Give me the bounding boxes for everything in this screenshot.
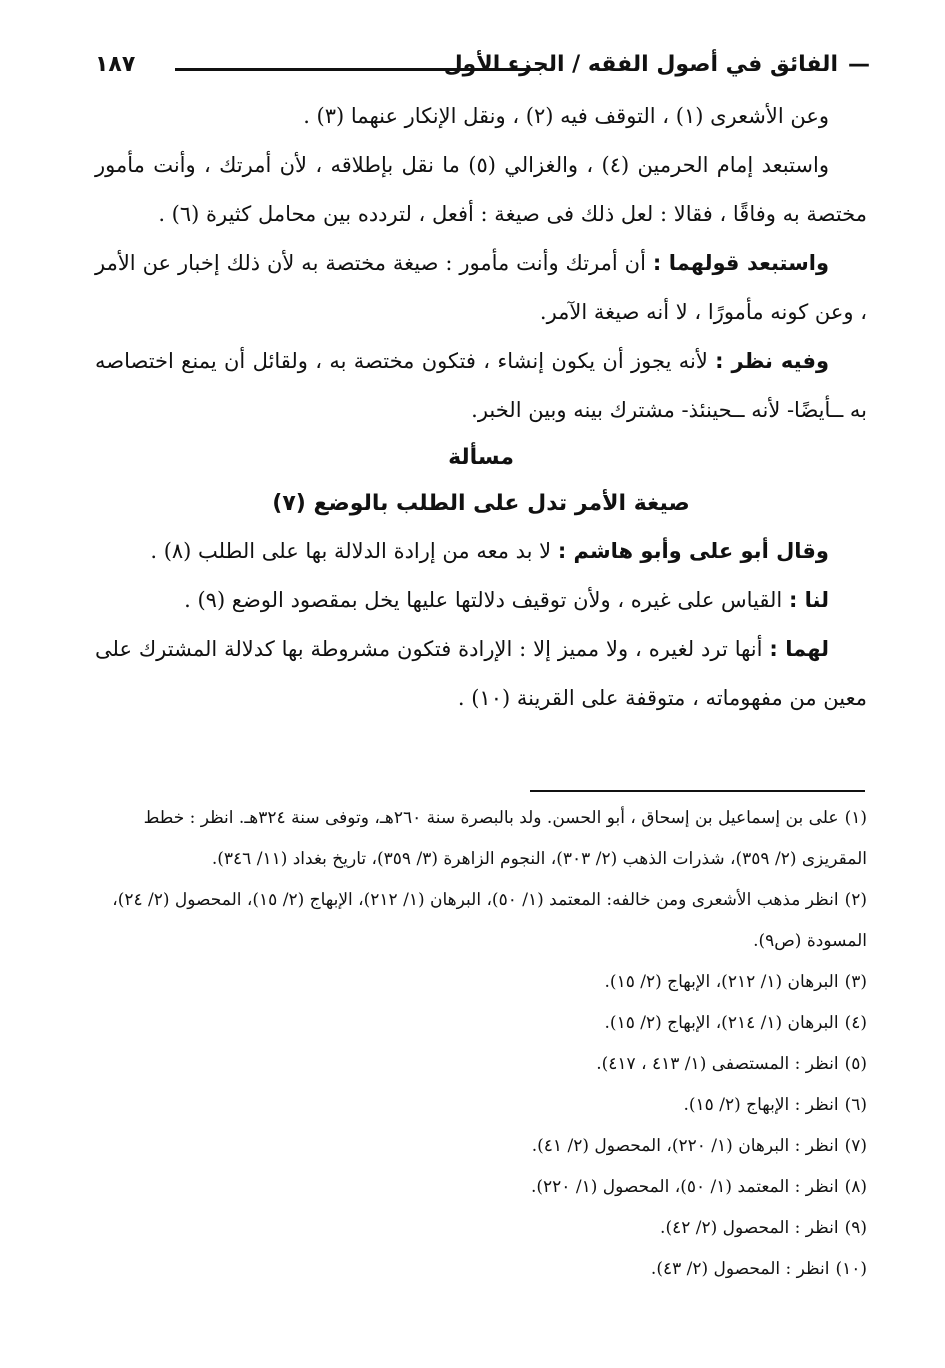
footnote-text: انظر مذهب الأشعرى ومن خالفه: المعتمد (١/ ٥٠)، البرهان (١/ ٢١٢)، الإبهاج (٢/ ١٥)، المحصول (٢/ ٢٤)، المسودة (ص٩). <box>112 890 867 951</box>
footnote-text: انظر : الإبهاج (٢/ ١٥). <box>683 1095 839 1115</box>
footnote-text: البرهان (١/ ٢١٤)، الإبهاج (٢/ ١٥). <box>604 1013 839 1033</box>
footnote-number: (٣) <box>844 972 867 992</box>
paragraph <box>95 576 867 625</box>
paragraph <box>95 625 867 723</box>
section-heading: مسألة <box>448 445 514 470</box>
footnote <box>95 1003 867 1044</box>
footnote-text: انظر : المستصفى (١/ ٤١٣ ، ٤١٧). <box>596 1054 839 1074</box>
footnote-text: انظر : المحصول (٢/ ٤٣). <box>650 1259 830 1279</box>
paragraph-text: لأنه يجوز أن يكون إنشاء ، فتكون مختصة به ، ولقائل أن يمنع اختصاصه به ــأيضًا‐ لأنه ــحينئذ‐ مشترك بينه وبين الخبر. <box>95 349 867 422</box>
footnotes <box>95 798 867 1290</box>
paragraph <box>95 527 867 576</box>
main-text <box>95 92 867 723</box>
footnote <box>95 1126 867 1167</box>
paragraph-lead: لنا : <box>788 588 829 612</box>
paragraph-text: أن أمرتك وأنت مأمور : صيغة مختصة به لأن ذلك إخبار عن الأمر ، وعن كونه مأمورًا ، لا أنه صيغة الآمر. <box>95 251 867 324</box>
footnote <box>95 962 867 1003</box>
page-number: ١٨٧ <box>95 52 136 77</box>
footnote-number: (٢) <box>844 890 867 910</box>
footnote-text: على بن إسماعيل بن إسحاق ، أبو الحسن. ولد بالبصرة سنة ٢٦٠هـ، وتوفى سنة ٣٢٤هـ. انظر : خطط المقريزى (٢/ ٣٥٩)، شذرات الذهب (٢/ ٣٠٣)، النجوم الزاهرة (٣/ ٣٥٩)، تاريخ بغداد (١١/ ٣٤٦). <box>143 808 867 869</box>
footnote <box>95 1167 867 1208</box>
footnote-number: (٧) <box>844 1136 867 1156</box>
footnote <box>95 880 867 962</box>
footnote-number: (٥) <box>844 1054 867 1074</box>
footnote-text: البرهان (١/ ٢١٢)، الإبهاج (٢/ ١٥). <box>604 972 839 992</box>
footnote <box>95 1249 867 1290</box>
running-title: — الفائق في أصول الفقه / الجزء الأول <box>444 52 870 77</box>
paragraph-lead: وفيه نظر : <box>715 349 829 373</box>
footnote-number: (٨) <box>844 1177 867 1197</box>
paragraph-text: لا بد معه من إرادة الدلالة بها على الطلب (٨) . <box>150 539 558 563</box>
footnote-text: انظر : المعتمد (١/ ٥٠)، المحصول (١/ ٢٢٠). <box>530 1177 839 1197</box>
page-header <box>95 52 870 92</box>
footnote <box>95 1208 867 1249</box>
paragraph <box>95 337 867 435</box>
footnote-text: انظر : البرهان (١/ ٢٢٠)، المحصول (٢/ ٤١). <box>531 1136 839 1156</box>
paragraph: واستبعد إمام الحرمين (٤) ، والغزالي (٥) ما نقل بإطلاقه ، لأن أمرتك ، وأنت مأمور مختصة به وفاقًا ، فقالا : لعل ذلك فى صيغة : أفعل ، لتردده بين محامل كثيرة (٦) . <box>95 153 867 226</box>
paragraph-lead: وقال أبو على وأبو هاشم : <box>557 539 829 563</box>
footnote-separator <box>530 790 865 792</box>
footnote <box>95 798 867 880</box>
paragraph <box>95 239 867 337</box>
footnote-number: (٦) <box>844 1095 867 1115</box>
section-subheading: صيغة الأمر تدل على الطلب بالوضع (٧) <box>272 491 690 516</box>
footnote <box>95 1044 867 1085</box>
footnote-number: (٩) <box>844 1218 867 1238</box>
footnote-number: (١) <box>844 808 867 828</box>
header-rule <box>175 68 540 71</box>
paragraph: وعن الأشعرى (١) ، التوقف فيه (٢) ، ونقل الإنكار عنهما (٣) . <box>303 104 829 128</box>
footnote-text: انظر : المحصول (٢/ ٤٢). <box>660 1218 839 1238</box>
footnote-number: (٤) <box>844 1013 867 1033</box>
paragraph-lead: واستبعد قولهما : <box>652 251 829 275</box>
paragraph-lead: لهما : <box>769 637 829 661</box>
paragraph-text: القياس على غيره ، ولأن توقيف دلالتها عليها يخل بمقصود الوضع (٩) . <box>184 588 789 612</box>
footnote <box>95 1085 867 1126</box>
paragraph-text: أنها ترد لغيره ، ولا مميز إلا : الإرادة فتكون مشروطة بها كدلالة المشترك على معين من مفهوماته ، متوقفة على القرينة (١٠) . <box>95 637 867 710</box>
footnote-number: (١٠) <box>835 1259 867 1279</box>
